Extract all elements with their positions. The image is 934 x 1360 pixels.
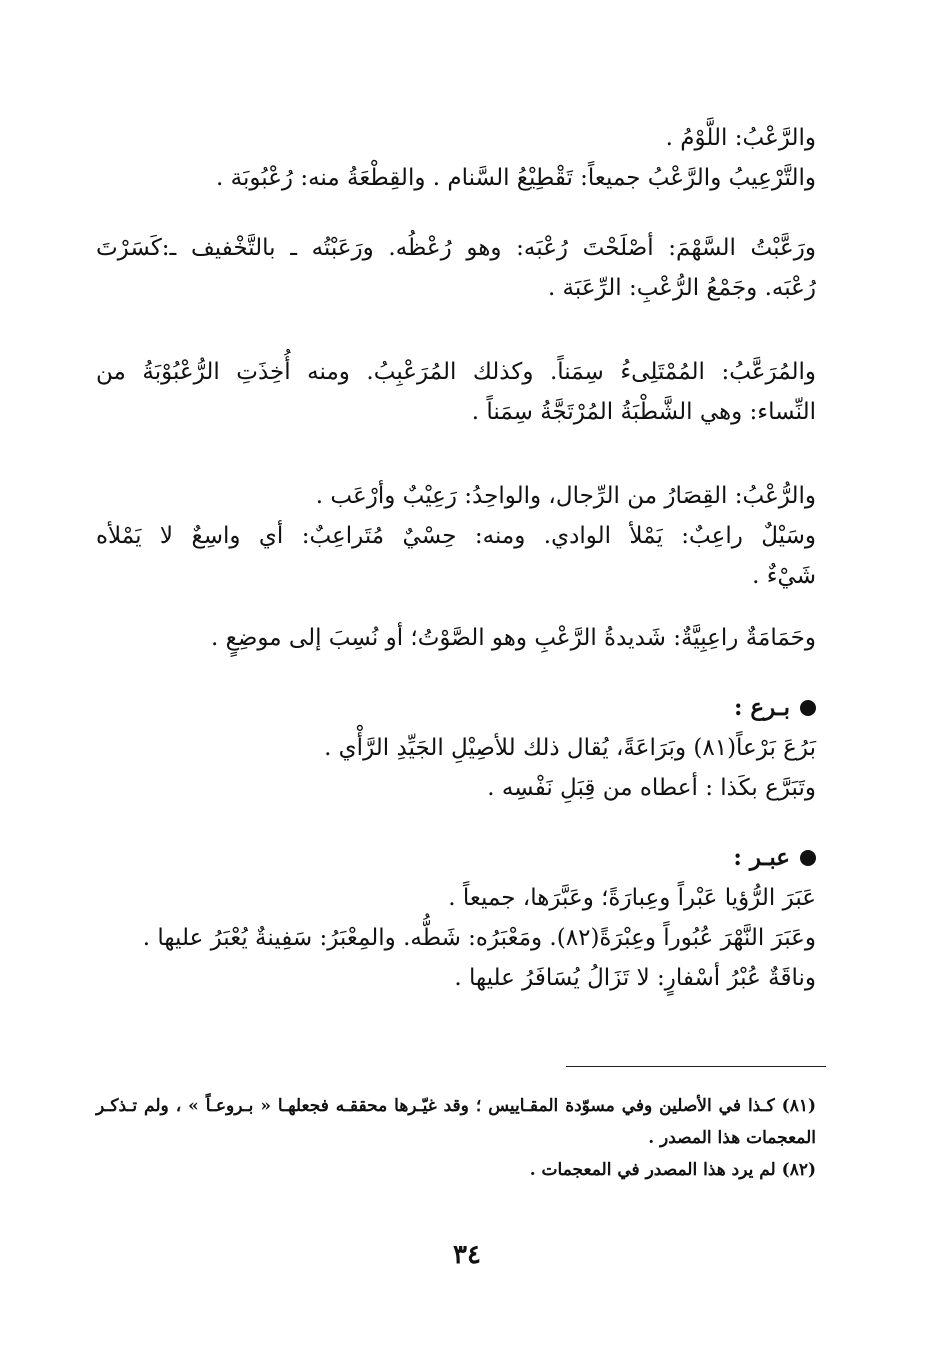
spacer	[96, 308, 816, 352]
paragraph-sayl-line2: شَيْءٌ .	[752, 563, 816, 589]
bullet-icon	[800, 850, 816, 866]
paragraph-raabtu-line1: ورَعَّبْتُ السَّهْمَ: أصْلَحْتَ رُعْبَه: وهو رُعْظُه. ورَعَبْتُه ـ بالتَّخْفيف ـ:كَسَرْتَ	[96, 235, 816, 261]
paragraph-raab-lawm: والرَّعْبُ: اللَّوْمُ .	[665, 125, 816, 151]
spacer	[96, 808, 816, 838]
footnotes	[96, 1090, 816, 1186]
spacer	[96, 198, 816, 228]
paragraph-muraab-line2: النِّساء: وهي الشَّطْبَةُ المُرْتَجَّةُ سِمَناً .	[471, 399, 816, 425]
paragraph-ruub: والرُّعْبُ: القِصَارُ من الرِّجال، والواحِدُ: رَعِيْبٌ وأرْعَب .	[315, 483, 816, 509]
spacer	[96, 596, 816, 618]
footnote-81-line2: المعجمات هذا المصدر .	[648, 1128, 816, 1148]
section-heading-bara	[96, 688, 816, 728]
entry-line: وتَبَرَّع بكَذا : أعطاه من قِبَلِ نَفْسِه .	[487, 775, 816, 801]
entry-line: بَرُعَ بَرْعاً(٨١) وبَرَاعَةً، يُقال ذلك للأصِيْلِ الجَيِّدِ الرَّأْي .	[324, 735, 816, 761]
footnote-81-line1: (٨١) كـذا في الأصلين وفي مسوّدة المقـاييس ؛ وقد غيّـرها محققـه فجعلهـا « بـروعـاً » ، ولم تـذكـر	[96, 1096, 816, 1116]
entry-line: عَبَرَ الرُّؤيا عَبْراً وعِبارَةً؛ وعَبَّرَها، جميعاً .	[448, 885, 816, 911]
main-text	[96, 118, 816, 998]
paragraph-tarib: والتَّرْعِيبُ والرَّعْبُ جميعاً: تَقْطِيْعُ السَّنام . والقِطْعَةُ منه: رُعْبُوبَة .	[216, 165, 816, 191]
entry-line: وناقَةٌ عُبْرُ أسْفارٍ: لا تَزَالُ يُسَافَرُ عليها .	[454, 965, 816, 991]
footnote-82: (٨٢) لم يرد هذا المصدر في المعجمات .	[529, 1160, 816, 1180]
paragraph-sayl-line1: وسَيْلٌ راعِبٌ: يَمْلأ الوادي. ومنه: حِسْيٌ مُتَراعِبٌ: أي واسِعٌ لا يَمْلأه	[96, 523, 816, 549]
spacer	[96, 432, 816, 476]
spacer	[96, 658, 816, 688]
paragraph-muraab-line1: والمُرَعَّبُ: المُمْتَلِىءُ سِمَناً. وكذلك المُرَعْبِبُ. ومنه أُخِذَتِ الرُّعْبُوْبَةُ من	[96, 359, 816, 385]
section-heading-abar	[96, 838, 816, 878]
bullet-icon	[800, 700, 816, 716]
section-heading-label: عبـر :	[733, 844, 790, 871]
section-heading-label: بـرع :	[733, 694, 790, 721]
footnote-divider	[566, 1066, 826, 1067]
page-number: ٣٤	[453, 1240, 481, 1270]
paragraph-raabtu-line2: رُعْبَه. وجَمْعُ الرُّعْبِ: الرِّعَبَة .	[547, 275, 816, 301]
entry-line: وعَبَرَ النَّهْرَ عُبُوراً وعِبْرَةً(٨٢). ومَعْبَرُه: شَطُّه. والمِعْبَرُ: سَفِينةٌ يُعْبَرُ عليها .	[142, 925, 816, 951]
paragraph-hamama: وحَمَامَةٌ راعِبِيَّةٌ: شَديدةُ الرَّعْبِ وهو الصَّوْتُ؛ أو نُسِبَ إلى موضِعٍ .	[211, 625, 816, 651]
